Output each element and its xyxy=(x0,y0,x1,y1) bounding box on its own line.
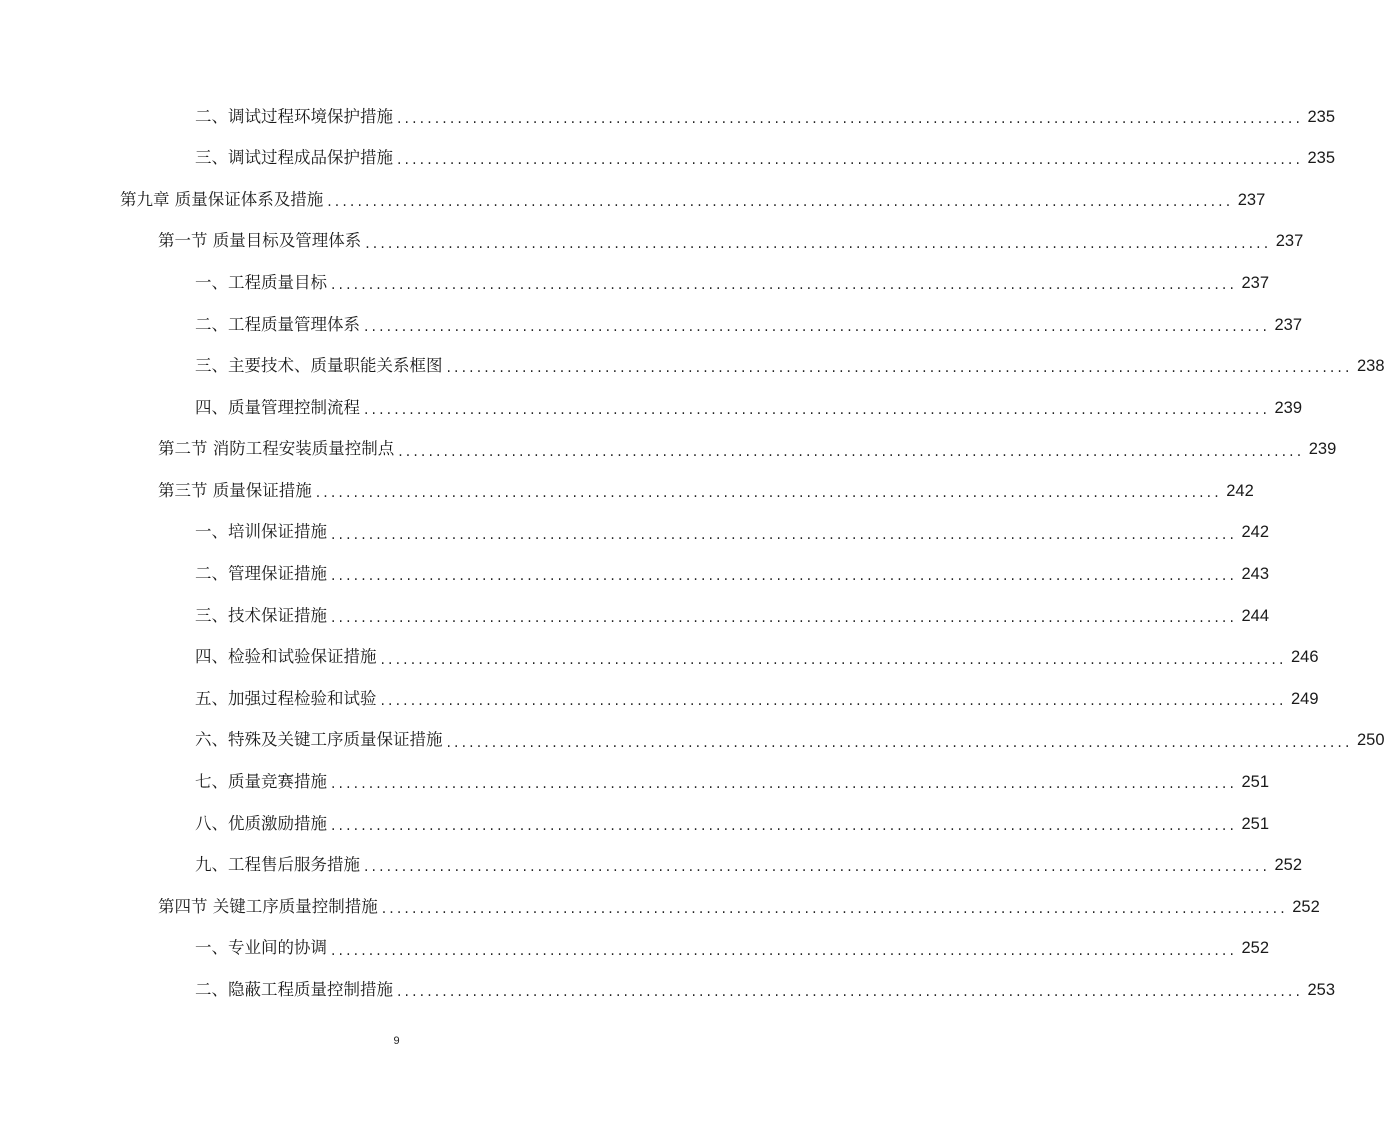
dot-leader: ........................................................................................................................ xyxy=(446,360,1353,377)
toc-entry[interactable] xyxy=(0,138,1336,180)
toc-entry-page: 242 xyxy=(1226,481,1254,500)
toc-entry[interactable] xyxy=(0,845,1303,887)
toc-entry[interactable] xyxy=(0,554,1270,596)
toc-entry[interactable] xyxy=(0,346,1385,388)
toc-entry-title: 第九章 质量保证体系及措施 xyxy=(120,189,324,209)
dot-leader: ........................................................................................................................ xyxy=(381,901,1288,918)
toc-entry[interactable] xyxy=(0,262,1270,304)
toc-entry-title: 第三节 质量保证措施 xyxy=(158,480,312,500)
toc-entry-page: 252 xyxy=(1241,939,1270,958)
toc-entry[interactable] xyxy=(0,429,1337,471)
toc-entry-title: 二、隐蔽工程质量控制措施 xyxy=(195,980,393,1000)
toc-entry-title: 二、工程质量管理体系 xyxy=(195,314,360,334)
dot-leader: ........................................................................................................................ xyxy=(364,318,1271,335)
toc-entry-page: 246 xyxy=(1291,648,1319,667)
toc-entry-title: 三、主要技术、质量职能关系框图 xyxy=(195,356,443,376)
dot-leader: ........................................................................................................................ xyxy=(331,609,1238,626)
toc-entry-title: 二、调试过程环境保护措施 xyxy=(195,106,393,126)
dot-leader: ........................................................................................................................ xyxy=(315,485,1222,502)
toc-entry-page: 251 xyxy=(1241,773,1270,792)
dot-leader: ........................................................................................................................ xyxy=(398,443,1305,460)
toc-entry[interactable] xyxy=(0,886,1320,928)
toc-entry-title: 七、质量竞赛措施 xyxy=(195,772,327,792)
dot-leader: ........................................................................................................................ xyxy=(380,693,1287,710)
toc-entry-title: 九、工程售后服务措施 xyxy=(195,855,360,875)
toc-entry-page: 237 xyxy=(1275,232,1304,251)
toc-entry[interactable] xyxy=(0,803,1270,845)
table-of-contents xyxy=(0,96,1385,1011)
toc-entry-title: 四、质量管理控制流程 xyxy=(195,397,360,417)
dot-leader: ........................................................................................................................ xyxy=(446,734,1353,751)
toc-entry-title: 三、技术保证措施 xyxy=(195,605,327,625)
toc-entry[interactable] xyxy=(0,179,1266,221)
dot-leader: ........................................................................................................................ xyxy=(380,651,1287,668)
toc-entry-page: 237 xyxy=(1274,315,1303,334)
toc-entry[interactable] xyxy=(0,304,1303,346)
toc-entry[interactable] xyxy=(0,969,1336,1011)
dot-leader: ........................................................................................................................ xyxy=(331,942,1238,959)
toc-entry-title: 一、专业间的协调 xyxy=(195,938,327,958)
toc-entry-title: 第一节 质量目标及管理体系 xyxy=(158,231,362,251)
toc-entry-page: 244 xyxy=(1241,606,1270,625)
toc-entry-page: 235 xyxy=(1307,107,1336,126)
toc-entry-title: 第二节 消防工程安装质量控制点 xyxy=(158,439,395,459)
dot-leader: ........................................................................................................................ xyxy=(331,776,1238,793)
toc-entry-title: 二、管理保证措施 xyxy=(195,564,327,584)
toc-entry[interactable] xyxy=(0,221,1304,263)
toc-entry-page: 235 xyxy=(1307,149,1336,168)
toc-entry[interactable] xyxy=(0,637,1319,679)
toc-entry-title: 一、工程质量目标 xyxy=(195,272,327,292)
dot-leader: ........................................................................................................................ xyxy=(397,984,1304,1001)
toc-entry-page: 237 xyxy=(1237,190,1266,209)
toc-entry-page: 250 xyxy=(1357,731,1385,750)
toc-entry-page: 238 xyxy=(1357,357,1385,376)
toc-entry[interactable] xyxy=(0,928,1270,970)
toc-entry[interactable] xyxy=(0,720,1385,762)
toc-entry-page: 251 xyxy=(1241,814,1270,833)
dot-leader: ........................................................................................................................ xyxy=(327,193,1234,210)
dot-leader: ........................................................................................................................ xyxy=(331,277,1238,294)
toc-entry-title: 三、调试过程成品保护措施 xyxy=(195,148,393,168)
dot-leader: ........................................................................................................................ xyxy=(331,568,1238,585)
dot-leader: ........................................................................................................................ xyxy=(397,152,1304,169)
toc-entry-page: 242 xyxy=(1241,523,1270,542)
toc-entry-page: 239 xyxy=(1274,398,1303,417)
dot-leader: ........................................................................................................................ xyxy=(397,110,1304,127)
toc-entry-title: 第四节 关键工序质量控制措施 xyxy=(158,896,378,916)
dot-leader: ........................................................................................................................ xyxy=(364,401,1271,418)
toc-entry[interactable] xyxy=(0,387,1303,429)
toc-entry-page: 252 xyxy=(1274,856,1303,875)
toc-entry-page: 243 xyxy=(1241,565,1270,584)
toc-entry-page: 252 xyxy=(1292,897,1320,916)
toc-entry-page: 249 xyxy=(1291,689,1319,708)
toc-entry[interactable] xyxy=(0,762,1270,804)
dot-leader: ........................................................................................................................ xyxy=(331,817,1238,834)
page-number: 9 xyxy=(393,1035,400,1047)
toc-entry-title: 八、优质激励措施 xyxy=(195,813,327,833)
toc-entry-title: 五、加强过程检验和试验 xyxy=(195,688,377,708)
toc-entry[interactable] xyxy=(0,470,1254,512)
toc-entry-title: 一、培训保证措施 xyxy=(195,522,327,542)
toc-entry-title: 六、特殊及关键工序质量保证措施 xyxy=(195,730,443,750)
dot-leader: ........................................................................................................................ xyxy=(331,526,1238,543)
toc-entry[interactable] xyxy=(0,678,1319,720)
toc-entry[interactable] xyxy=(0,96,1336,138)
dot-leader: ........................................................................................................................ xyxy=(364,859,1271,876)
toc-entry-page: 253 xyxy=(1307,981,1336,1000)
dot-leader: ........................................................................................................................ xyxy=(365,235,1272,252)
toc-entry-page: 237 xyxy=(1241,273,1270,292)
toc-entry-title: 四、检验和试验保证措施 xyxy=(195,647,377,667)
toc-entry-page: 239 xyxy=(1308,440,1337,459)
toc-entry[interactable] xyxy=(0,512,1270,554)
toc-entry[interactable] xyxy=(0,595,1270,637)
